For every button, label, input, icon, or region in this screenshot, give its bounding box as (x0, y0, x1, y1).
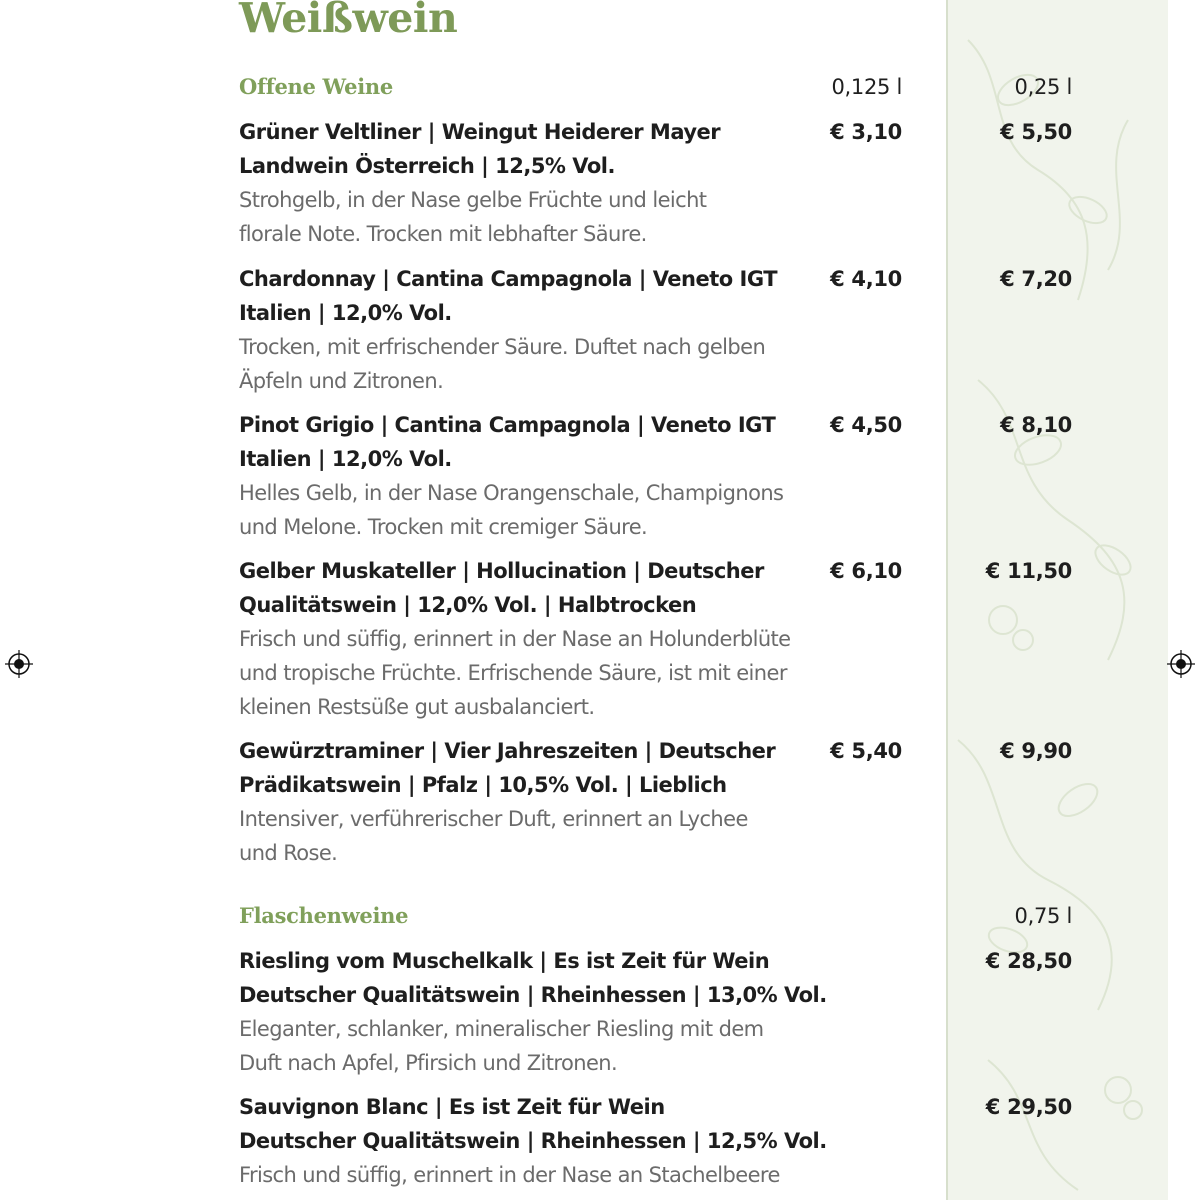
wine-description: und Melone. Trocken mit cremiger Säure. (239, 515, 648, 539)
wine-item (239, 262, 829, 398)
decorative-side-panel (946, 0, 1168, 1200)
wine-description: kleinen Restsüße gut ausbalanciert. (239, 695, 595, 719)
price-large-glass: € 11,50 (985, 559, 1072, 583)
section-title-bottle-wines: Flaschenweine (239, 903, 409, 928)
wine-description: Frisch und süffig, erinnert in der Nase an Stachelbeere (239, 1163, 780, 1187)
wine-name: Italien | 12,0% Vol. (239, 301, 452, 325)
wine-description: Helles Gelb, in der Nase Orangenschale, Champignons (239, 481, 784, 505)
price-bottle: € 28,50 (985, 949, 1072, 973)
wine-description: Äpfeln und Zitronen. (239, 369, 444, 393)
wine-name: Landwein Österreich | 12,5% Vol. (239, 154, 615, 178)
wine-name: Deutscher Qualitätswein | Rheinhessen | 12,5% Vol. (239, 1129, 827, 1153)
wine-name: Italien | 12,0% Vol. (239, 447, 452, 471)
wine-item (239, 554, 829, 724)
botanical-pattern (948, 0, 1168, 1200)
wine-name: Gewürztraminer | Vier Jahreszeiten | Deutscher (239, 739, 776, 763)
price-small-glass: € 5,40 (830, 739, 902, 763)
price-large-glass: € 5,50 (1000, 120, 1072, 144)
wine-description: und tropische Früchte. Erfrischende Säure, ist mit einer (239, 661, 787, 685)
price-large-glass: € 8,10 (1000, 413, 1072, 437)
wine-description: Eleganter, schlanker, mineralischer Riesling mit dem (239, 1017, 764, 1041)
wine-item (239, 115, 829, 251)
wine-name: Deutscher Qualitätswein | Rheinhessen | 13,0% Vol. (239, 983, 827, 1007)
page-title: Weißwein (239, 0, 458, 42)
price-small-glass: € 4,50 (830, 413, 902, 437)
price-bottle: € 29,50 (985, 1095, 1072, 1119)
wine-item (239, 1090, 839, 1192)
wine-name: Riesling vom Muschelkalk | Es ist Zeit für Wein (239, 949, 770, 973)
wine-name: Gelber Muskateller | Hollucination | Deutscher (239, 559, 764, 583)
wine-description: und Rose. (239, 841, 338, 865)
wine-name: Pinot Grigio | Cantina Campagnola | Veneto IGT (239, 413, 776, 437)
price-small-glass: € 4,10 (830, 267, 902, 291)
wine-name: Grüner Veltliner | Weingut Heiderer Mayer (239, 120, 721, 144)
wine-item (239, 734, 829, 870)
wine-description: Strohgelb, in der Nase gelbe Früchte und leicht (239, 188, 707, 212)
column-head-small-glass: 0,125 l (831, 75, 902, 99)
wine-description: Intensiver, verführerischer Duft, erinnert an Lychee (239, 807, 748, 831)
wine-description: florale Note. Trocken mit lebhafter Säure. (239, 222, 647, 246)
section-title-open-wines: Offene Weine (239, 74, 393, 99)
registration-mark-icon (1167, 650, 1195, 678)
wine-item (239, 944, 839, 1080)
price-small-glass: € 3,10 (830, 120, 902, 144)
column-head-bottle: 0,75 l (1014, 904, 1072, 928)
column-head-large-glass: 0,25 l (1014, 75, 1072, 99)
wine-name: Prädikatswein | Pfalz | 10,5% Vol. | Lieblich (239, 773, 727, 797)
wine-name: Sauvignon Blanc | Es ist Zeit für Wein (239, 1095, 665, 1119)
registration-mark-icon (5, 650, 33, 678)
price-large-glass: € 9,90 (1000, 739, 1072, 763)
wine-description: Trocken, mit erfrischender Säure. Duftet nach gelben (239, 335, 766, 359)
wine-name: Qualitätswein | 12,0% Vol. | Halbtrocken (239, 593, 697, 617)
wine-name: Chardonnay | Cantina Campagnola | Veneto IGT (239, 267, 778, 291)
price-small-glass: € 6,10 (830, 559, 902, 583)
wine-description: Duft nach Apfel, Pfirsich und Zitronen. (239, 1051, 618, 1075)
price-large-glass: € 7,20 (1000, 267, 1072, 291)
wine-description: Frisch und süffig, erinnert in der Nase an Holunderblüte (239, 627, 791, 651)
wine-item (239, 408, 829, 544)
